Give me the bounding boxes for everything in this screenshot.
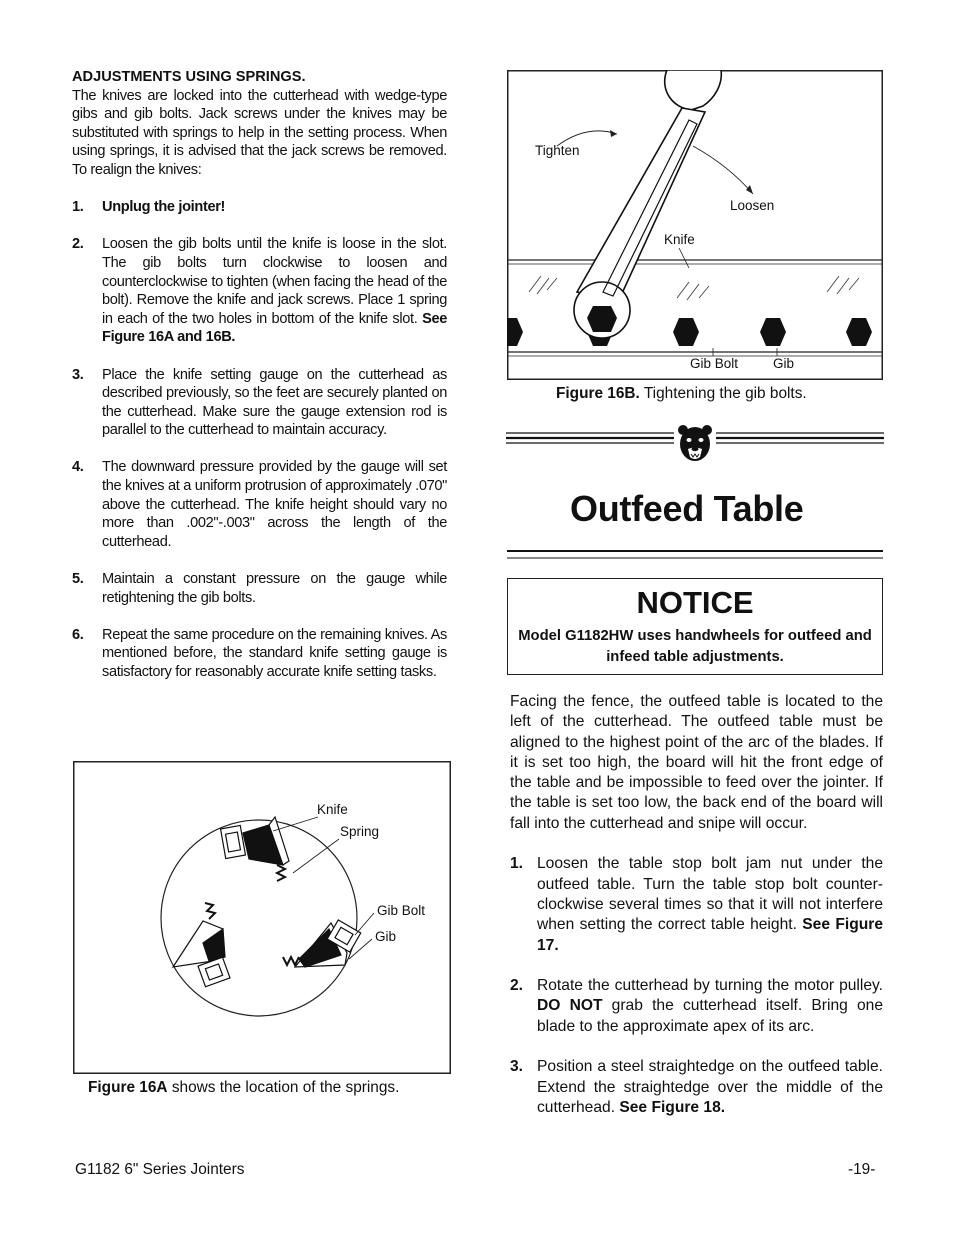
step-number: 2. — [72, 236, 84, 253]
left-step-6 — [72, 626, 447, 682]
label-loosen: Loosen — [730, 198, 775, 213]
caption-bold: Figure 16B. — [556, 385, 640, 402]
right-step-2 — [510, 976, 883, 1037]
section-heading-springs: ADJUSTMENTS USING SPRINGS. — [72, 69, 306, 85]
figure-16b-caption — [556, 385, 807, 403]
section-title: Outfeed Table — [570, 488, 804, 529]
step-text: The downward pressure provided by the gauge will set the knives at a uniform protrusion of approximately .070" above the cutterhead. The knife height should vary no more than .002"-.003" across the length of the cutterhead. — [102, 459, 447, 550]
figure-16b — [507, 70, 883, 380]
step-text: Loosen the table stop bolt jam nut under the outfeed table. Turn the table stop bolt counter-clockwise several times so that it will not interfere when setting the correct table height. — [537, 855, 883, 934]
step-text: Place the knife setting gauge on the cutterhead as described previously, so the feet are securely planted on the cutterhead. Make sure the gauge extension rod is parallel to the cutterhead to maintain accuracy. — [102, 366, 447, 439]
step-number: 1. — [72, 199, 84, 216]
left-step-2 — [72, 235, 447, 347]
left-step-3 — [72, 366, 447, 440]
step-bold: DO NOT — [537, 997, 603, 1015]
footer-page-number: -19- — [848, 1161, 876, 1178]
step-text-post: grab the cutterhead itself. Bring one blade to the approximate apex of its arc. — [537, 997, 884, 1035]
notice-body: Model G1182HW uses handwheels for outfeed and infeed table adjustments. — [518, 628, 872, 665]
step-text: Position a steel straightedge on the outfeed table. Extend the straightedge over the middle of the cutterhead. — [537, 1058, 883, 1116]
notice-box — [507, 578, 883, 675]
left-step-4 — [72, 458, 447, 551]
caption-bold: Figure 16A — [88, 1079, 168, 1096]
right-step-1 — [510, 854, 883, 955]
step-bold: See Figure 16A and 16B. — [102, 310, 447, 346]
step-bold: Unplug the jointer! — [102, 199, 226, 216]
title-rule — [507, 548, 883, 560]
section-divider — [506, 422, 884, 466]
figure-16a — [73, 761, 451, 1074]
step-number: 3. — [510, 1058, 524, 1076]
figure-16a-caption — [88, 1079, 399, 1097]
step-text: Rotate the cutterhead by turning the motor pulley. — [537, 977, 883, 995]
label-knife: Knife — [317, 802, 348, 817]
step-number: 4. — [72, 459, 84, 476]
step-text: Maintain a constant pressure on the gauge while retightening the gib bolts. — [102, 571, 447, 606]
label-tighten: Tighten — [535, 143, 580, 158]
label-spring: Spring — [340, 824, 380, 839]
footer-model: G1182 6" Series Jointers — [75, 1161, 245, 1178]
notice-title: NOTICE — [636, 585, 754, 620]
step-number: 1. — [510, 855, 524, 873]
left-step-5 — [72, 570, 447, 607]
step-bold: See Figure 17. — [537, 916, 884, 954]
label-gib: Gib — [773, 356, 795, 371]
wrench-gib-bolt-illustration — [507, 70, 883, 380]
caption-text: Tightening the gib bolts. — [639, 385, 807, 402]
step-bold: See Figure 18. — [619, 1098, 726, 1116]
label-knife: Knife — [664, 232, 695, 247]
label-gib-bolt: Gib Bolt — [690, 356, 739, 371]
springs-intro: The knives are locked into the cutterhead with wedge-type gibs and gib bolts. Jack screws under the knives may be substituted with springs to help in the setting process. When using springs, it is advised that the jack screws be removed. To realign the knives: — [72, 87, 447, 178]
step-text: Repeat the same procedure on the remaining knives. As mentioned before, the standard knife setting gauge is satisfactory for reasonably accurate knife setting tasks. — [102, 626, 447, 680]
left-column — [72, 68, 447, 682]
step-text: Loosen the gib bolts until the knife is loose in the slot. The gib bolts turn clockwise to loosen and counterclockwise to tighten (when facing the head of the bolt). Remove the knife and jack screws. Place 1 spring in each of the two holes in bottom of the knife slot. — [102, 236, 447, 327]
step-number: 3. — [72, 366, 84, 383]
caption-text: shows the location of the springs. — [167, 1079, 400, 1096]
step-number: 5. — [72, 571, 84, 588]
step-number: 2. — [510, 977, 524, 995]
left-step-1 — [72, 198, 447, 217]
right-step-3 — [510, 1057, 883, 1118]
label-gib-bolt: Gib Bolt — [377, 903, 426, 918]
bear-logo-icon — [676, 422, 714, 464]
right-column — [510, 692, 883, 1118]
step-number: 6. — [72, 626, 84, 643]
label-gib: Gib — [375, 929, 397, 944]
outfeed-intro: Facing the fence, the outfeed table is located to the left of the cutterhead. The outfeed table must be aligned to the highest point of the arc of the blades. If it is set too high, the board will hit the front edge of the table and be impossible to feed over the jointer. If the table is set too low, the back end of the board will fall into the cutterhead and snipe will occur. — [510, 693, 883, 832]
